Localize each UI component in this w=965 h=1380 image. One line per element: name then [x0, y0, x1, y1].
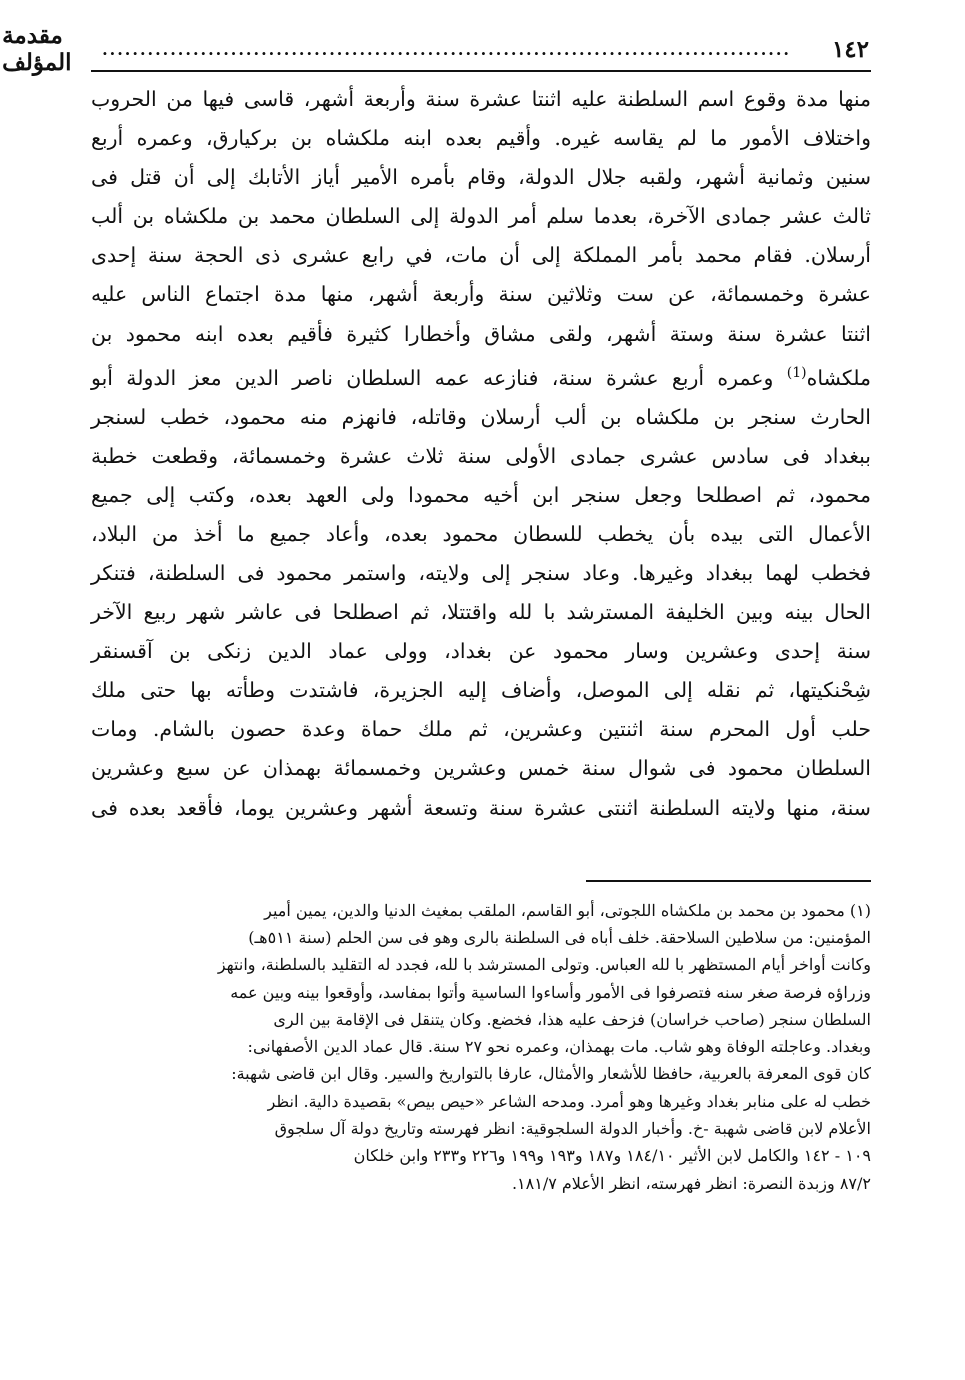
main-line-8-text: وعمره أربع عشرة سنة، فنازعه عمه السلطان ناصر الدين معز الدولة أبو	[91, 365, 774, 390]
main-line-2: واختلاف الأمور ما لم يقاسه غيره. وأقيم بعده ابنه ملكشاه بن بركيارق، وعمره أربع	[91, 126, 871, 151]
main-line-11: محمود، ثم اصطلحا وجعل سنجر ابن أخيه محمودا ولى العهد بعده، وكتب إلى جميع	[91, 482, 871, 507]
main-line-9: الحارث سنجر بن ملكشاه بن ألب أرسلان وقاتله، فانهزم منه محمود، خطب لسنجر	[91, 404, 871, 429]
footnote-line-4: وزراؤه فرصة صغر سنه فتصرفوا فى الأمور وأساءوا الساسية وأتوا بمفاسد، وأوقعوا بينه وبين عمه	[230, 982, 871, 1002]
main-line-4: ثالث عشر جمادى الآخرة، بعدما سلم أمر الدولة إلى السلطان محمد بن ملكشاه بن ألب	[91, 204, 871, 229]
main-line-3: سنين وثمانية أشهر، ولقبه جلال الدولة، وقام بأمره الأمير أياز الأتابك إلى أن قتل فى	[91, 165, 871, 190]
main-line-8	[91, 354, 871, 398]
page-number: ١٤٢	[831, 35, 869, 63]
footnote-line-10: ١٠٩ - ١٤٢ والكامل لابن الأثير ١٨٤/١٠ و١٨٧ و١٩٣ و١٩٩ و٢٢٦ و٢٣٣ وابن خلكان	[353, 1146, 871, 1166]
page-header	[2, 22, 871, 76]
main-line-10: ببغداد فى سادس عشرى جمادى الأولى سنة ثلاث عشرة وخمسمائة، وقطعت خطبة	[91, 443, 871, 468]
main-line-12: الأعمال التى بيده بأن يخطب للسطان محمود بعده، وأعاد جميع ما أخذ من البلاد،	[91, 521, 871, 546]
footnote-line-11: ٨٧/٢ وزبدة النصرة: انظر فهرسته، انظر الأعلام ١٨١/٧.	[511, 1173, 871, 1193]
header-leader-dots: ...........................................................................................	[102, 39, 791, 59]
footnote-line-8: خطب له على منابر بغداد وغيرها وهو أمرد. ومدحه الشاعر «حيص بيص» بقصيدة دالية. انظر	[267, 1091, 871, 1111]
main-line-13: فخطب لهما ببغداد وغيرها. وعاد سنجر إلى ولايته، واستمر محمود فى السلطنة، فتنكر	[91, 560, 871, 585]
footnote-line-6: وبغداد. وعاجلته الوفاة وهو شاب. مات بهمذان، وعمره نحو ٢٧ سنة. قال عماد الدين الأصفهانى:	[247, 1037, 871, 1057]
main-line-16: شِحْنكيتها، ثم نقله إلى الموصل، وأضاف إليه الجزيرة، فاشتدت وطأته بها حتى ملك	[91, 678, 871, 703]
main-text	[91, 80, 871, 828]
main-line-1: منها مدة وقوع اسم السلطنة عليه اثنتا عشرة سنة وأربعة أشهر، قاسى فيها من الحروب	[91, 87, 871, 111]
book-page	[2, 22, 871, 1358]
running-title: مقدمة المؤلف	[2, 22, 72, 76]
main-line-19: سنة، منها ولايته السلطنة اثنتى عشرة سنة وتسعة أشهر وعشرين يوما، فأقعد بعده فى	[91, 795, 871, 820]
main-line-5: أرسلان. فقام محمد بأمر المملكة إلى أن مات، في رابع عشرى ذى الحجة سنة إحدى	[91, 243, 871, 268]
footnote-separator	[586, 880, 871, 882]
main-line-17: حلب أول المحرم سنة اثنتين وعشرين، ثم ملك حماة وعدة حصون بالشام. ومات	[91, 717, 871, 742]
footnote	[91, 897, 871, 1197]
footnote-number: (١)	[849, 900, 871, 920]
footnote-line-3: وكانت أواخر أيام المستظهر با لله العباس. وتولى المسترشد با لله، فجدد له التقليد بالسلطنة، وانتهز	[217, 955, 871, 975]
footnote-line-9: الأعلام لابن قاضى شهبة -خ. وأخبار الدولة السلجوقية: انظر فهرسته وتاريخ دولة آل سلجوق	[274, 1118, 871, 1138]
main-line-7: اثنتا عشرة سنة وستة أشهر، ولقى مشاق وأخطارا كثيرة فأقيم بعده ابنه محمود بن	[91, 321, 871, 346]
main-line-6: عشرة وخمسمائة، عن ست وثلاثين سنة وأربعة أشهر، منها مدة اجتماع الناس عليه	[91, 282, 871, 307]
footnote-line-7: كان قوى المعرفة بالعربية، حافظا للأشعار والأمثال، عارفا بالتواريخ والسير. وقال ابن قاضى شهبة:	[231, 1064, 871, 1084]
main-line-18: السلطان محمود فى شوال سنة خمس وعشرين وخمسمائة بهمذان عن سبع وعشرين	[91, 756, 871, 781]
footnote-line-2: المؤمنين: من سلاطين السلاحقة. خلف أباه فى السلطنة بالرى وهو فى سن الحلم (سنة ٥١١هـ)	[248, 927, 871, 947]
footnote-line-1-text: محمود بن محمد بن ملكشاه اللجوتى، أبو القاسم، الملقب بمغيث الدنيا والدين، يمين أمير	[264, 900, 845, 920]
main-line-14: الحال بينه وبين الخليفة المسترشد با لله واقتتلا، ثم اصطلحا فى عاشر شهر ربيع الآخر	[91, 600, 871, 625]
footnote-marker: (1)	[786, 364, 807, 381]
main-line-8-prefix: ملكشاه	[806, 365, 871, 390]
main-line-15: سنة إحدى وعشرين وسار محمود عن بغداد، وولى عماد الدين زنكى بن آقسنقر	[91, 639, 871, 664]
footnote-line-1	[91, 897, 871, 924]
footnote-line-5: السلطان سنجر (صاحب خراسان) فزحف عليه هذا، فخضع. وكان يتنقل فى الإقامة بين الرى	[273, 1009, 871, 1029]
